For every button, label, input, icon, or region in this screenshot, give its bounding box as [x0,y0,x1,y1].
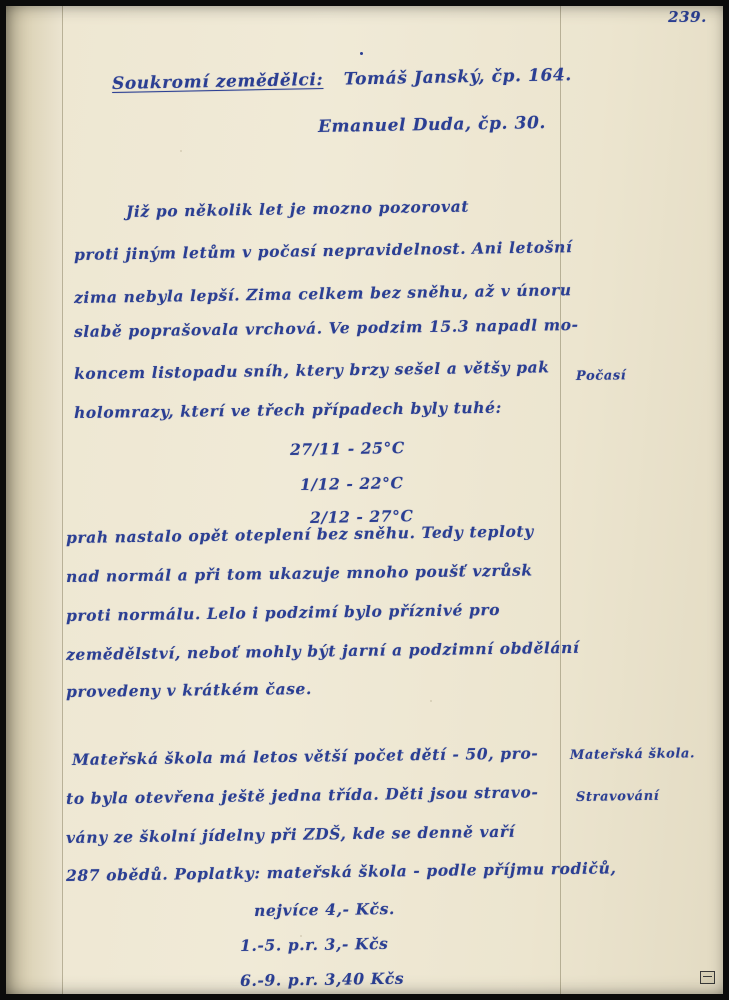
page-subtitle: Emanuel Duda, čp. 30. [317,113,547,137]
body-line: vány ze školní jídelny při ZDŠ, kde se denně vaří [65,821,516,847]
paper-speck [430,700,432,702]
temperature-line: 27/11 - 25°C [289,437,406,459]
body-line: nad normál a při tom ukazuje mnoho poušť vzrůsk [65,560,533,586]
page-title-underlined: Soukromí zemědělci: [111,69,324,94]
page-number: 239. [668,8,707,26]
margin-note: Mateřská škola. [569,746,696,763]
fee-line: 1.-5. p.r. 3,- Kčs [239,933,389,955]
body-line: proti normálu. Lelo i podzimí bylo příznivé pro [65,599,501,625]
body-line: koncem listopadu sníh, ktery brzy sešel a většy pak [73,357,550,383]
page-corner-mark [700,971,715,984]
margin-note: Počasí [575,368,627,384]
body-line: Mateřská škola má letos větší počet dětí - 50, pro- [71,743,539,769]
fee-line: 6.-9. p.r. 3,40 Kčs [239,968,405,990]
book-binding-strip [6,6,62,994]
body-line: proti jiným letům v počasí nepravidelnost. Ani letošní [73,237,573,264]
body-line: zima nebyla lepší. Zima celkem bez sněhu, až v únoru [73,280,572,307]
paper-speck [180,150,182,152]
body-line: 287 obědů. Poplatky: mateřská škola - podle příjmu rodičů, [65,858,617,885]
temperature-line: 2/12 - 27°C [309,506,414,527]
page-title-rest: Tomáš Janský, čp. 164. [343,65,573,90]
margin-note: Stravování [575,788,660,805]
body-line: Již po několik let je mozno pozorovat [125,196,470,221]
body-line: prah nastalo opět oteplení bez sněhu. Tedy teploty [65,521,534,547]
body-line: nejvíce 4,- Kčs. [253,899,396,920]
body-line: to byla otevřena ještě jedna třída. Děti jsou stravo- [65,782,539,808]
temperature-line: 1/12 - 22°C [299,473,404,494]
margin-rule-left [62,6,63,994]
body-line: zemědělství, neboť mohly být jarní a podzimní obdělání [65,637,580,664]
margin-rule-right [560,6,561,994]
ink-dot [360,52,363,55]
body-line: holomrazy, kterí ve třech případech byly tuhé: [73,397,503,422]
body-line: provedeny v krátkém čase. [65,678,313,701]
body-line: slabě poprašovala vrchová. Ve podzim 15.3 napadl mo- [73,314,579,341]
